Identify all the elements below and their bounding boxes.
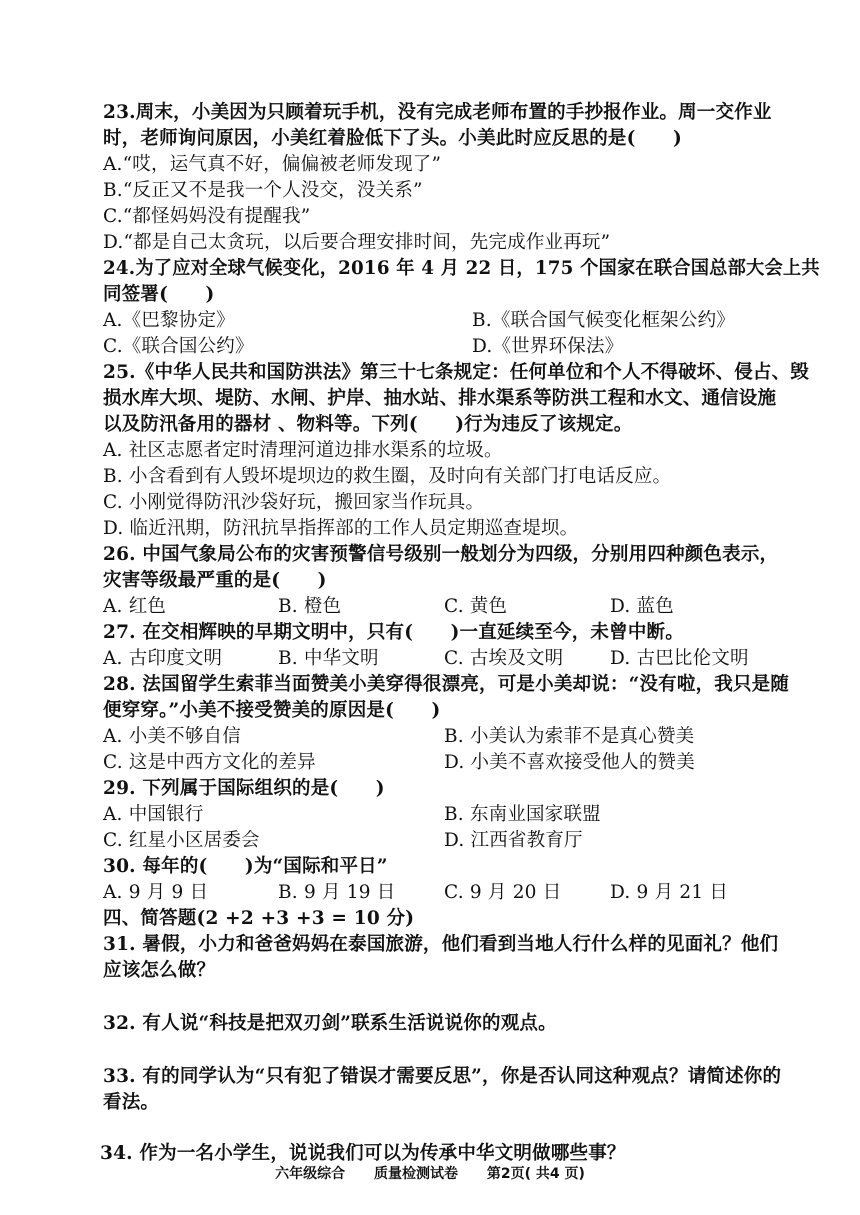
q28-stem-line2: 便穿穿。”小美不接受赞美的原因是( ) — [103, 700, 441, 721]
q30-option-b: B. 9 月 19 日 — [278, 882, 396, 903]
q27-option-a: A. 古印度文明 — [103, 648, 223, 669]
q23-option-d: D.“都是自己太贪玩，以后要合理安排时间，先完成作业再玩” — [103, 232, 611, 253]
q26-option-c: C. 黄色 — [444, 596, 508, 617]
section-heading: 四、简答题(2 +2 +3 +3 = 10 分) — [103, 908, 415, 929]
q26-option-a: A. 红色 — [103, 596, 167, 617]
q23-stem-line2: 时，老师询问原因，小美红着脸低下了头。小美此时应反思的是( ) — [103, 128, 682, 149]
q25-stem-line2: 损水库大坝、堤防、水闸、护岸、抽水站、排水渠系等防洪工程和水文、通信设施 — [103, 388, 777, 409]
q25-stem-line1: 25.《中华人民共和国防洪法》第三十七条规定：任何单位和个人不得破坏、侵占、毁 — [103, 362, 809, 383]
q25-option-c: C. 小刚觉得防汛沙袋好玩，搬回家当作玩具。 — [103, 492, 485, 513]
q26-stem-line2: 灾害等级最严重的是( ) — [103, 570, 327, 591]
q28-option-d: D. 小美不喜欢接受他人的赞美 — [444, 752, 695, 773]
q28-option-a: A. 小美不够自信 — [103, 726, 241, 747]
q23-option-c: C.“都怪妈妈没有提醒我” — [103, 206, 311, 227]
q33-stem-line2: 看法。 — [103, 1092, 160, 1113]
q30-stem-line1: 30. 每年的( )为“国际和平日” — [103, 856, 388, 877]
q28-option-b: B. 小美认为索菲不是真心赞美 — [444, 726, 695, 747]
q30-option-a: A. 9 月 9 日 — [103, 882, 209, 903]
q24-option-a: A.《巴黎协定》 — [103, 310, 235, 331]
q30-option-c: C. 9 月 20 日 — [444, 882, 562, 903]
q25-option-a: A. 社区志愿者定时清理河道边排水渠系的垃圾。 — [103, 440, 503, 461]
q27-option-c: C. 古埃及文明 — [444, 648, 564, 669]
q23-option-b: B.“反正又不是我一个人没交，没关系” — [103, 180, 423, 201]
q31-stem-line1: 31. 暑假，小力和爸爸妈妈在泰国旅游，他们看到当地人行什么样的见面礼？他们 — [103, 934, 779, 955]
q25-stem-line3: 以及防汛备用的器材 、物料等。下列( )行为违反了该规定。 — [103, 414, 633, 435]
q29-option-c: C. 红星小区居委会 — [103, 830, 260, 851]
q34-stem-line1: 34. 作为一名小学生，说说我们可以为传承中华文明做哪些事？ — [100, 1143, 626, 1164]
footer-grade: 六年级综合 — [275, 1166, 346, 1182]
q23-option-a: A.“哎，运气真不好，偏偏被老师发现了” — [103, 154, 442, 175]
q24-option-b: B.《联合国气候变化框架公约》 — [472, 310, 735, 331]
q33-stem-line1: 33. 有的同学认为“只有犯了错误才需要反思”，你是否认同这种观点？请简述你的 — [103, 1066, 782, 1087]
q28-option-c: C. 这是中西方文化的差异 — [103, 752, 316, 773]
q24-option-c: C.《联合国公约》 — [103, 336, 254, 357]
q30-option-d: D. 9 月 21 日 — [610, 882, 729, 903]
page-footer — [0, 1163, 860, 1183]
q28-stem-line1: 28. 法国留学生索菲当面赞美小美穿得很漂亮，可是小美却说：“没有啦，我只是随 — [103, 674, 790, 695]
q27-stem-line1: 27. 在交相辉映的早期文明中，只有( )一直延续至今，未曾中断。 — [103, 622, 684, 643]
q29-stem-line1: 29. 下列属于国际组织的是( ) — [103, 778, 385, 799]
footer-exam-title: 质量检测试卷 — [373, 1166, 458, 1182]
q25-option-b: B. 小含看到有人毁坏堤坝边的救生圈，及时向有关部门打电话反应。 — [103, 466, 672, 487]
q26-option-d: D. 蓝色 — [610, 596, 674, 617]
q26-stem-line1: 26. 中国气象局公布的灾害预警信号级别一般划分为四级，分别用四种颜色表示， — [103, 544, 779, 565]
q29-option-a: A. 中国银行 — [103, 804, 204, 825]
q24-option-d: D.《世界环保法》 — [472, 336, 624, 357]
q24-stem-line1: 24.为了应对全球气候变化，2016 年 4 月 22 日，175 个国家在联合国总部大会上共 — [103, 258, 820, 279]
q32-stem-line1: 32. 有人说“科技是把双刃剑”联系生活说说你的观点。 — [103, 1013, 557, 1034]
footer-page-number: 第2页( 共4 页) — [486, 1166, 585, 1182]
q26-option-b: B. 橙色 — [278, 596, 342, 617]
q27-option-b: B. 中华文明 — [278, 648, 379, 669]
q23-stem-line1: 23.周末，小美因为只顾着玩手机，没有完成老师布置的手抄报作业。周一交作业 — [103, 102, 772, 123]
q29-option-d: D. 江西省教育厅 — [444, 830, 583, 851]
q27-option-d: D. 古巴比伦文明 — [610, 648, 749, 669]
q25-option-d: D. 临近汛期，防汛抗旱指挥部的工作人员定期巡查堤坝。 — [103, 518, 579, 539]
q29-option-b: B. 东南业国家联盟 — [444, 804, 601, 825]
q31-stem-line2: 应该怎么做？ — [103, 960, 216, 981]
q24-stem-line2: 同签署( ) — [103, 284, 215, 305]
